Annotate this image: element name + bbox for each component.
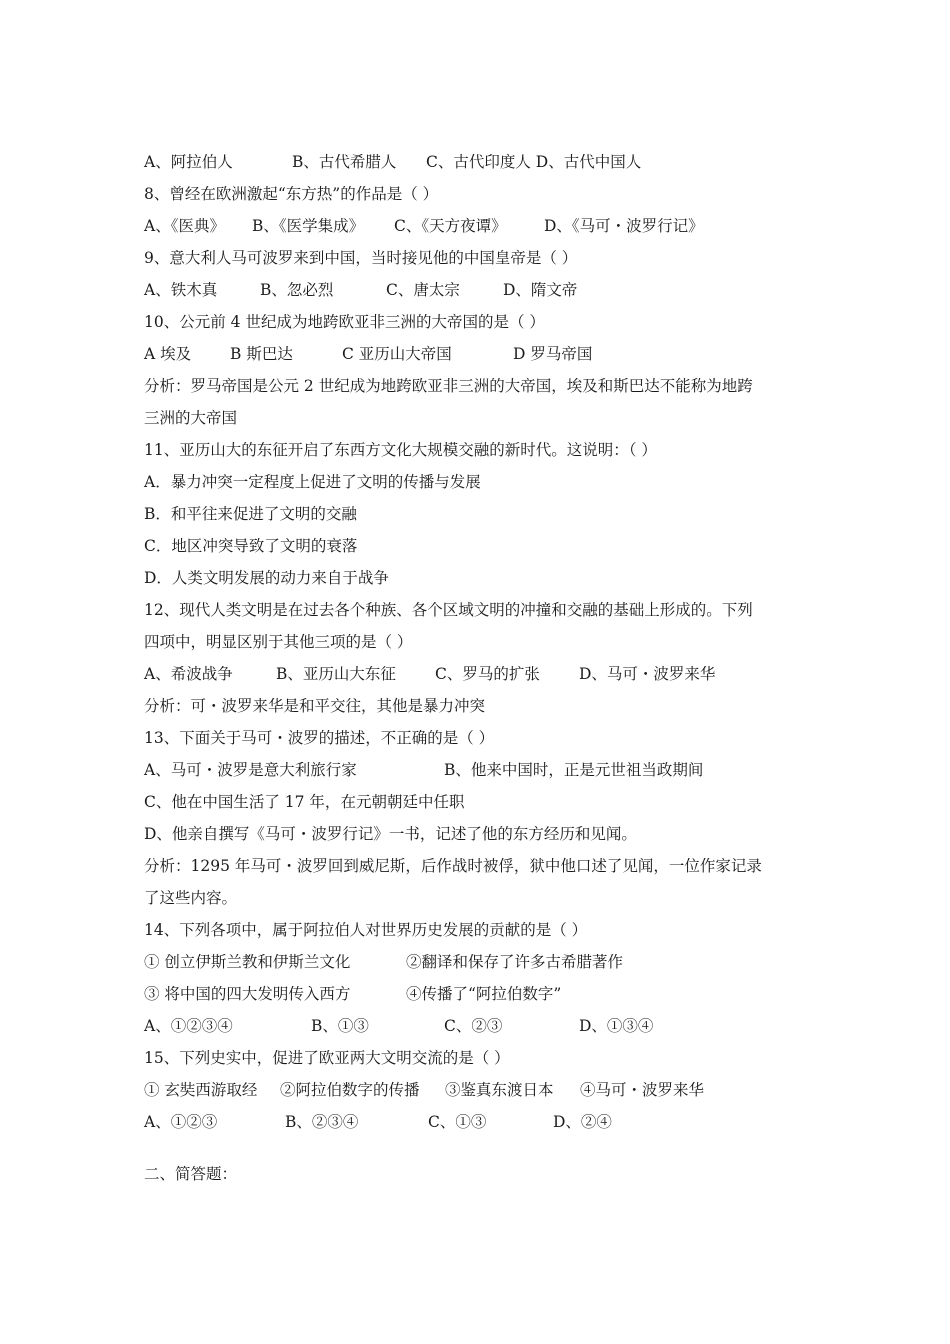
- q12-option-b: B、亚历山大东征: [276, 665, 396, 683]
- q14-item-2: ②翻译和保存了许多古希腊著作: [406, 953, 624, 971]
- q8-option-d: D、《马可・波罗行记》: [544, 217, 704, 235]
- q15-option-a: A、①②③: [144, 1113, 218, 1131]
- q7-options: [144, 146, 824, 178]
- q8-option-c: C、《天方夜谭》: [394, 217, 507, 235]
- section-heading-short-answer: 二、简答题：: [144, 1165, 238, 1183]
- q13-options-ab: [144, 754, 824, 786]
- q10-option-a: A 埃及: [144, 345, 192, 363]
- question-list: [144, 146, 824, 1190]
- q15-item-4: ④马可・波罗来华: [580, 1081, 705, 1099]
- q14-item-4: ④传播了“阿拉伯数字”: [406, 985, 562, 1003]
- q8-stem: 8、曾经在欧洲激起“东方热”的作品是（ ）: [144, 185, 439, 203]
- q14-option-c: C、②③: [444, 1017, 503, 1035]
- q13-analysis-line2: 了这些内容。: [144, 889, 238, 907]
- q7-option-cd: C、古代印度人 D、古代中国人: [426, 153, 642, 171]
- q14-items-12: [144, 946, 824, 978]
- q14-item-1: ① 创立伊斯兰教和伊斯兰文化: [144, 953, 351, 971]
- q14-items-34: [144, 978, 824, 1010]
- q14-stem: 14、下列各项中，属于阿拉伯人对世界历史发展的贡献的是（ ）: [144, 921, 588, 939]
- q12-analysis: 分析：可・波罗来华是和平交往，其他是暴力冲突: [144, 697, 486, 715]
- q9-stem: 9、意大利人马可波罗来到中国，当时接见他的中国皇帝是（ ）: [144, 249, 578, 267]
- q15-item-1: ① 玄奘西游取经: [144, 1081, 258, 1099]
- q10-options: [144, 338, 824, 370]
- q14-option-a: A、①②③④: [144, 1017, 233, 1035]
- q12-option-a: A、希波战争: [144, 665, 233, 683]
- q9-option-d: D、隋文帝: [503, 281, 578, 299]
- q12-stem-line1: 12、现代人类文明是在过去各个种族、各个区域文明的冲撞和交融的基础上形成的。下列: [144, 601, 753, 619]
- q7-option-b: B、古代希腊人: [292, 153, 397, 171]
- q10-option-d: D 罗马帝国: [513, 345, 593, 363]
- q11-option-d: D．人类文明发展的动力来自于战争: [144, 569, 389, 587]
- q13-stem: 13、下面关于马可・波罗的描述，不正确的是（ ）: [144, 729, 495, 747]
- q15-item-3: ③鉴真东渡日本: [445, 1081, 554, 1099]
- q15-items: [144, 1074, 824, 1106]
- q10-option-b: B 斯巴达: [230, 345, 293, 363]
- q11-option-a: A．暴力冲突一定程度上促进了文明的传播与发展: [144, 473, 481, 491]
- q10-stem: 10、公元前 4 世纪成为地跨欧亚非三洲的大帝国的是（ ）: [144, 313, 545, 331]
- q12-options: [144, 658, 824, 690]
- q10-analysis-line1: 分析：罗马帝国是公元 2 世纪成为地跨欧亚非三洲的大帝国，埃及和斯巴达不能称为地跨: [144, 377, 753, 395]
- q10-analysis-line2: 三洲的大帝国: [144, 409, 238, 427]
- q15-option-b: B、②③④: [285, 1113, 359, 1131]
- q13-analysis-line1: 分析：1295 年马可・波罗回到威尼斯，后作战时被俘，狱中他口述了见闻，一位作家记录: [144, 857, 762, 875]
- q15-option-d: D、②④: [553, 1113, 612, 1131]
- q9-option-b: B、忽必烈: [260, 281, 334, 299]
- q14-item-3: ③ 将中国的四大发明传入西方: [144, 985, 351, 1003]
- q15-option-c: C、①③: [428, 1113, 487, 1131]
- q9-options: [144, 274, 824, 306]
- q14-option-d: D、①③④: [579, 1017, 654, 1035]
- q14-options: [144, 1010, 824, 1042]
- q13-option-a: A、马可・波罗是意大利旅行家: [144, 761, 357, 779]
- q9-option-c: C、唐太宗: [386, 281, 460, 299]
- q13-option-c: C、他在中国生活了 17 年，在元朝朝廷中任职: [144, 793, 465, 811]
- q15-item-2: ②阿拉伯数字的传播: [280, 1081, 420, 1099]
- q8-options: [144, 210, 824, 242]
- q11-stem: 11、亚历山大的东征开启了东西方文化大规模交融的新时代。这说明：（ ）: [144, 441, 657, 459]
- q7-option-a: A、阿拉伯人: [144, 153, 233, 171]
- q11-option-c: C．地区冲突导致了文明的衰落: [144, 537, 358, 555]
- q13-option-d: D、他亲自撰写《马可・波罗行记》一书，记述了他的东方经历和见闻。: [144, 825, 637, 843]
- q10-option-c: C 亚历山大帝国: [342, 345, 452, 363]
- q12-option-c: C、罗马的扩张: [435, 665, 540, 683]
- q14-option-b: B、①③: [311, 1017, 369, 1035]
- q12-option-d: D、马可・波罗来华: [579, 665, 716, 683]
- q11-option-b: B．和平往来促进了文明的交融: [144, 505, 357, 523]
- q13-option-b: B、他来中国时，正是元世祖当政期间: [444, 761, 704, 779]
- q15-stem: 15、下列史实中，促进了欧亚两大文明交流的是（ ）: [144, 1049, 510, 1067]
- q12-stem-line2: 四项中，明显区别于其他三项的是（ ）: [144, 633, 413, 651]
- q8-option-a: A、《医典》: [144, 217, 225, 235]
- q15-options: [144, 1106, 824, 1138]
- q9-option-a: A、铁木真: [144, 281, 218, 299]
- q8-option-b: B、《医学集成》: [252, 217, 365, 235]
